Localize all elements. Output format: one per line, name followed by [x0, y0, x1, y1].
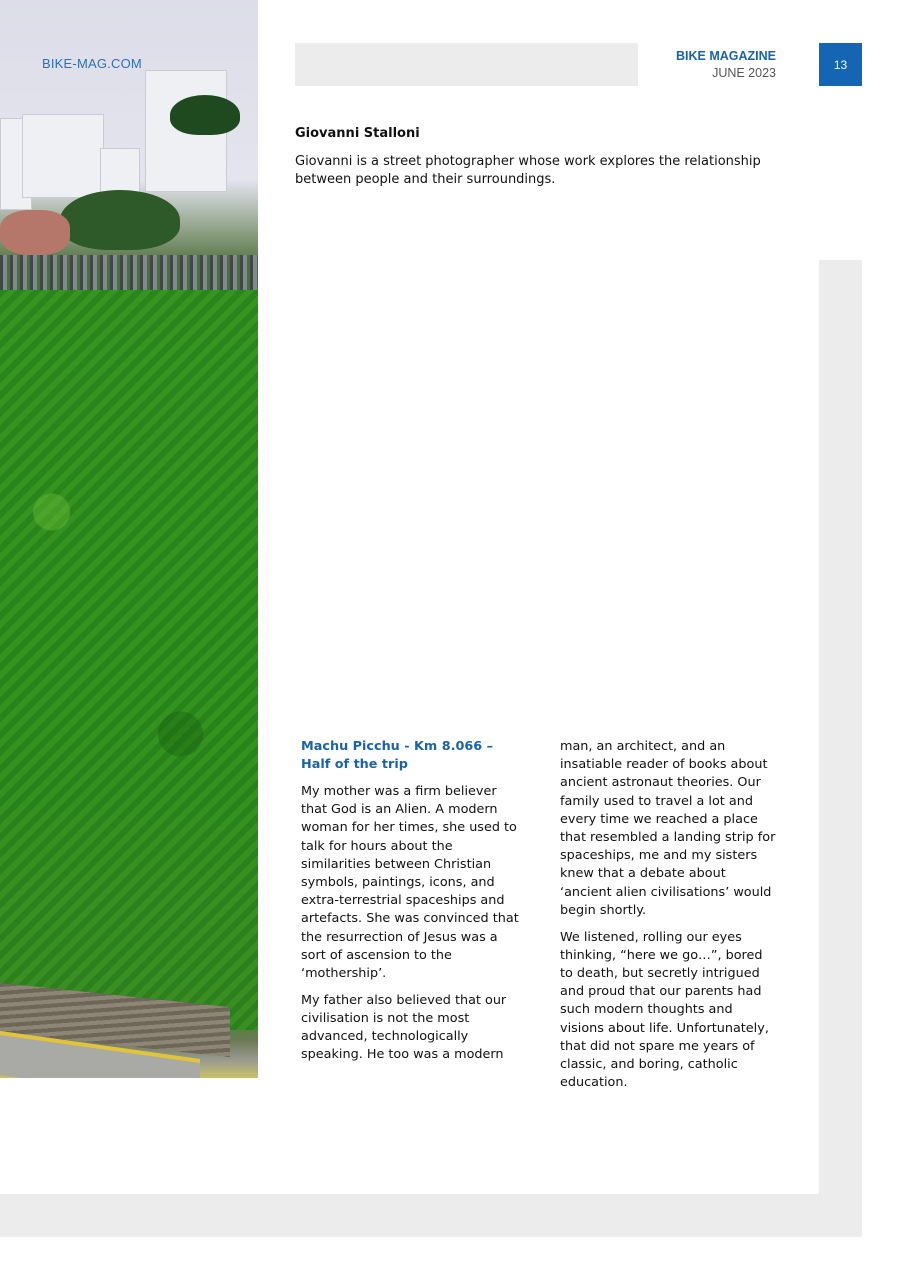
photo-grass-slope [0, 290, 258, 1030]
article-paragraph: We listened, rolling our eyes thinking, “here we go…”, bored to death, but secretly intrigued and proud that our parents had such modern thoughts and visions about life. Unfortunately, that did not spare me years of classic, and boring, catholic education. [560, 929, 769, 1091]
article-heading: Machu Picchu - Km 8.066 – Half of the trip [301, 739, 494, 773]
article-paragraph: My mother was a firm believer that God is an Alien. A modern woman for her times, she used to talk for hours about the similarities between Christian symbols, paintings, icons, and extra-terrestrial spaceships and artefacts. She was convinced that the resurrection of Jesus was a sort of ascension to the ‘mothership’. [301, 783, 519, 981]
photo-building [22, 114, 104, 198]
issue-date: JUNE 2023 [712, 66, 776, 80]
page-number-label: 13 [833, 57, 848, 72]
article-column-right [560, 738, 778, 1101]
author-name: Giovanni Stalloni [295, 126, 420, 141]
header-bar [295, 43, 638, 86]
site-url[interactable]: BIKE-MAG.COM [42, 56, 142, 71]
photo-palm-tree [170, 95, 240, 135]
photo-trees [60, 190, 180, 250]
author-bio: Giovanni is a street photographer whose work explores the relationship between people and their surroundings. [295, 154, 761, 187]
magazine-title: BIKE MAGAZINE [676, 49, 776, 63]
article-paragraph: My father also believed that our civilisation is not the most advanced, technologically speaking. He too was a modern [301, 992, 507, 1063]
article-column-left [301, 738, 519, 1073]
page-number [819, 43, 862, 86]
article-paragraph: man, an architect, and an insatiable reader of books about ancient astronaut theories. Our family used to travel a lot and every time we reached a place that resembled a landing strip for spaceships, me and my sisters knew that a debate about ‘ancient alien civilisations’ would begin shortly. [560, 739, 776, 918]
footer-bar [0, 1194, 862, 1237]
side-strip [819, 260, 862, 1237]
cover-photo [0, 0, 258, 1078]
photo-sculpture [0, 210, 70, 255]
